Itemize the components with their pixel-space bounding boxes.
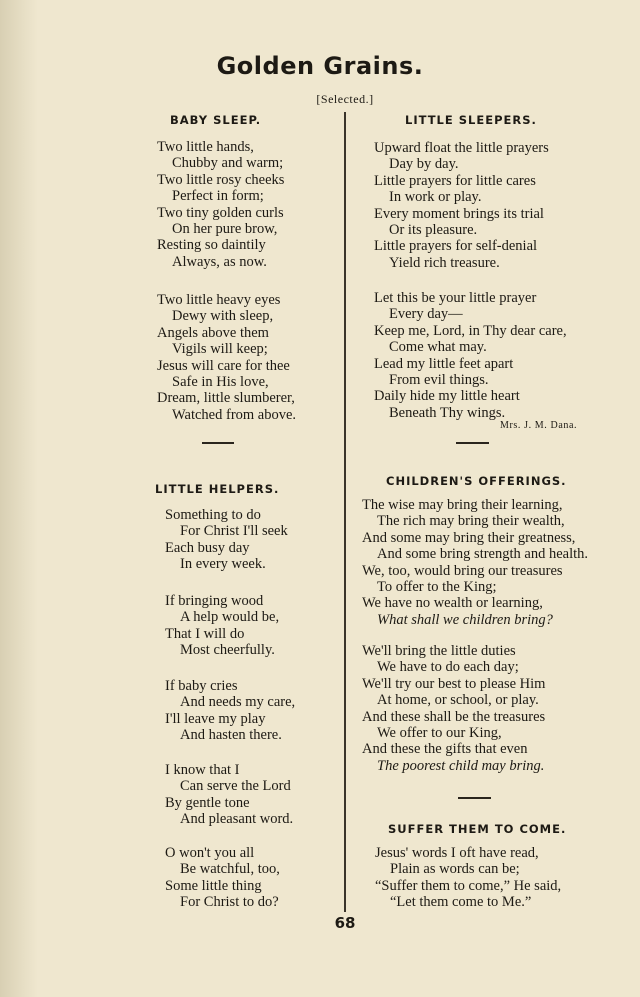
poem-line: If bringing wood [165, 593, 264, 609]
suffer-them-stanza-1 [375, 845, 561, 911]
poem-line: Always, as now. [172, 253, 267, 270]
poem-line: Daily hide my little heart [374, 388, 520, 405]
childrens-offerings-stanza-1 [362, 497, 588, 628]
poem-line: Vigils will keep; [172, 341, 268, 358]
section-rule [458, 797, 491, 799]
poem-line: The rich may bring their wealth, [377, 513, 565, 530]
poem-line: Angels above them [157, 324, 269, 341]
heading-suffer-them-to-come: SUFFER THEM TO COME. [388, 822, 567, 836]
poem-line: Little prayers for self-denial [374, 238, 538, 255]
poem-line: Plain as words can be; [390, 861, 520, 878]
poem-line: What shall we children bring? [377, 611, 553, 628]
poem-line: Little prayers for little cares [374, 172, 536, 189]
little-helpers-stanza-3 [165, 678, 295, 744]
poem-line: From evil things. [389, 372, 489, 389]
poem-credit: Mrs. J. M. Dana. [500, 420, 578, 431]
poem-line: That I will do [165, 625, 245, 642]
page-number: 68 [334, 914, 356, 932]
poem-line: At home, or school, or play. [377, 692, 539, 709]
baby-sleep-stanza-2 [157, 292, 296, 423]
poem-line: And pleasant word. [180, 811, 294, 828]
poem-line: Two little rosy cheeks [157, 171, 285, 188]
little-helpers-stanza-2 [165, 593, 279, 659]
poem-line: Let this be your little prayer [374, 290, 537, 306]
section-rule [456, 442, 489, 444]
poem-line: Dream, little slumberer, [157, 390, 295, 407]
poem-line: Keep me, Lord, in Thy dear care, [374, 322, 567, 339]
poem-line: “Suffer them to come,” He said, [375, 877, 562, 894]
little-sleepers-stanza-2 [374, 290, 567, 421]
poem-line: Chubby and warm; [172, 155, 284, 172]
poem-line: We'll try our best to please Him [362, 675, 546, 692]
poem-line: And needs my care, [180, 694, 296, 711]
poem-line: In every week. [180, 556, 266, 573]
poem-line: I'll leave my play [165, 710, 266, 727]
poem-line: Beneath Thy wings. [389, 404, 506, 421]
column-divider [344, 112, 346, 912]
poem-line: To offer to the King; [377, 579, 497, 596]
poem-line: And some bring strength and health. [377, 546, 589, 563]
section-rule [202, 442, 234, 444]
poem-line: Every day— [389, 306, 463, 323]
poem-line: We'll bring the little duties [362, 643, 516, 659]
poem-line: The poorest child may bring. [377, 757, 545, 774]
poem-line: Two little heavy eyes [157, 292, 281, 308]
poem-line: By gentle tone [165, 794, 250, 811]
poem-line: Two little hands, [157, 139, 254, 155]
poem-line: Can serve the Lord [180, 778, 291, 795]
poem-line: We, too, would bring our treasures [362, 562, 563, 579]
poem-line: Dewy with sleep, [172, 308, 274, 325]
poem-line: And these shall be the treasures [362, 708, 546, 725]
little-helpers-stanza-5 [165, 845, 280, 911]
poem-line: We have to do each day; [377, 659, 519, 676]
poem-line: Perfect in form; [172, 188, 264, 205]
childrens-offerings-stanza-2 [362, 643, 545, 774]
poem-line: Jesus will care for thee [157, 357, 290, 374]
poem-line: I know that I [165, 762, 240, 778]
poem-line: Watched from above. [172, 406, 297, 423]
poem-line: “Let them come to Me.” [390, 894, 532, 911]
poem-line: For Christ I'll seek [180, 523, 288, 540]
heading-little-helpers: LITTLE HELPERS. [155, 482, 280, 496]
poem-line: Most cheerfully. [180, 642, 275, 659]
poem-line: Come what may. [389, 339, 487, 356]
poem-line: Resting so daintily [157, 237, 266, 254]
poem-line: And these the gifts that even [362, 741, 528, 758]
little-helpers-stanza-1 [165, 507, 288, 573]
poem-line: We have no wealth or learning, [362, 595, 543, 612]
baby-sleep-stanza-1 [157, 139, 284, 270]
poem-line: Some little thing [165, 877, 262, 894]
poem-line: Lead my little feet apart [374, 355, 514, 372]
poem-line: Something to do [165, 507, 261, 523]
selected-note: [Selected.] [316, 92, 374, 106]
heading-childrens-offerings: CHILDREN'S OFFERINGS. [386, 474, 567, 488]
poem-line: Jesus' words I oft have read, [375, 845, 539, 861]
poem-line: And some may bring their greatness, [362, 529, 576, 546]
poem-line: Yield rich treasure. [389, 254, 500, 271]
poem-line: Be watchful, too, [180, 861, 280, 878]
poem-line: A help would be, [180, 609, 280, 626]
poem-line: O won't you all [165, 845, 255, 861]
page-edge-shadow [0, 0, 38, 997]
heading-baby-sleep: BABY SLEEP. [170, 113, 262, 127]
poem-line: On her pure brow, [172, 221, 278, 238]
page-title: Golden Grains. [216, 52, 424, 80]
poem-line: Day by day. [389, 156, 459, 173]
poem-line: The wise may bring their learning, [362, 497, 563, 513]
little-sleepers-stanza-1 [374, 140, 549, 271]
poem-line: We offer to our King, [377, 725, 502, 742]
poem-line: Every moment brings its trial [374, 205, 544, 222]
poem-line: Or its pleasure. [389, 222, 478, 239]
heading-little-sleepers: LITTLE SLEEPERS. [405, 113, 537, 127]
poem-line: In work or play. [389, 189, 482, 206]
little-helpers-stanza-4 [165, 762, 293, 828]
poem-line: If baby cries [165, 678, 238, 694]
poem-line: Each busy day [165, 539, 250, 556]
poem-line: And hasten there. [180, 727, 282, 744]
poem-line: For Christ to do? [180, 894, 279, 911]
poem-line: Two tiny golden curls [157, 204, 284, 221]
poem-line: Safe in His love, [172, 374, 269, 391]
poem-line: Upward float the little prayers [374, 140, 549, 156]
